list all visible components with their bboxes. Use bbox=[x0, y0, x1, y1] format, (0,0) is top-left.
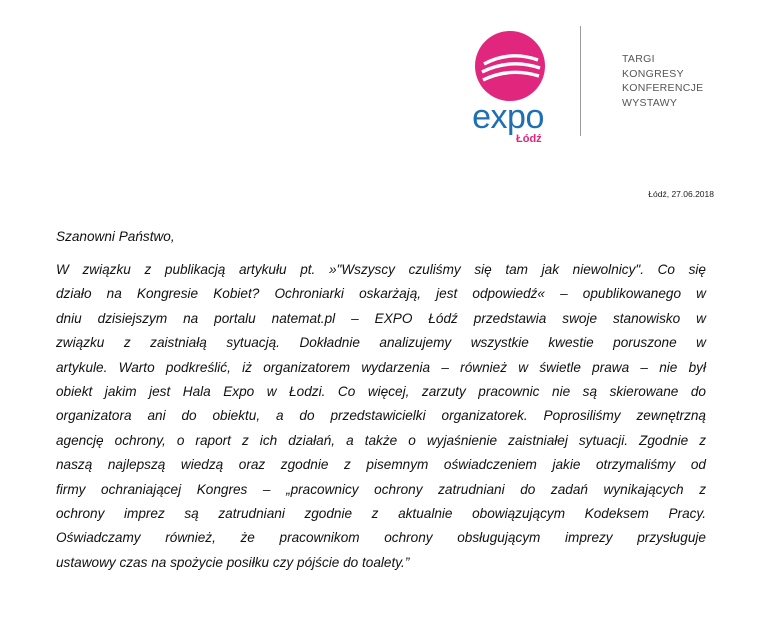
tagline-item: KONGRESY bbox=[622, 67, 684, 80]
logo bbox=[458, 30, 568, 145]
body-line: dniu dzisiejszym na portalu natemat.pl – EXPO Łódź przedstawia swoje stanowisko w bbox=[56, 310, 706, 326]
body-line: związku z zaistniałą sytuacją. Dokładnie analizujemy wszystkie kwestie poruszone w bbox=[56, 335, 706, 351]
letter-body bbox=[56, 258, 706, 575]
body-line: organizatora ani do obiektu, a do przedstawicielki organizatorek. Poprosiliśmy zewnętrzną bbox=[56, 408, 706, 424]
header-divider bbox=[580, 26, 581, 136]
letter-date: Łódź, 27.06.2018 bbox=[648, 189, 714, 199]
body-line: firmy ochraniającej Kongres – „pracownicy ochrony zatrudniani do zadań wynikających z bbox=[56, 481, 706, 497]
tagline-item: TARGI bbox=[622, 53, 655, 65]
salutation: Szanowni Państwo, bbox=[56, 229, 175, 244]
body-line: Oświadczamy również, że pracownikom ochrony obsługującym imprezy przysługuje bbox=[56, 530, 706, 546]
body-line: W związku z publikacją artykułu pt. »"Wszyscy czuliśmy się tam jak niewolnicy". Co się bbox=[56, 262, 706, 277]
tagline bbox=[622, 52, 703, 110]
body-line: działo na Kongresie Kobiet? Ochroniarki oskarżają, jest odpowiedź« – opublikowanego w bbox=[56, 286, 706, 302]
tagline-item: WYSTAWY bbox=[622, 96, 678, 109]
tagline-item: KONFERENCJE bbox=[622, 82, 704, 94]
body-line: artykule. Warto podkreślić, iż organizatorem wydarzenia – również w świetle prawa – nie był bbox=[56, 359, 706, 375]
body-line: ustawowy czas na spożycie posiłku czy pójście do toalety.” bbox=[56, 554, 410, 570]
logo-city: Łódź bbox=[516, 133, 542, 145]
logo-circle-icon bbox=[474, 30, 546, 102]
logo-word: expo bbox=[472, 98, 544, 136]
body-line: naszą najlepszą wiedzą oraz zgodnie z pisemnym oświadczeniem jakie otrzymaliśmy od bbox=[56, 457, 706, 473]
body-line: obiekt jakim jest Hala Expo w Łodzi. Co więcej, zarzuty pracownic nie są skierowane do bbox=[56, 384, 706, 400]
body-line: ochrony imprez są zatrudniani zgodnie z aktualnie obowiązującym Kodeksem Pracy. bbox=[56, 506, 706, 522]
body-line: agencję ochrony, o raport z ich działań, a także o wyjaśnienie zaistniałej sytuacji. Zgodnie z bbox=[56, 432, 706, 448]
